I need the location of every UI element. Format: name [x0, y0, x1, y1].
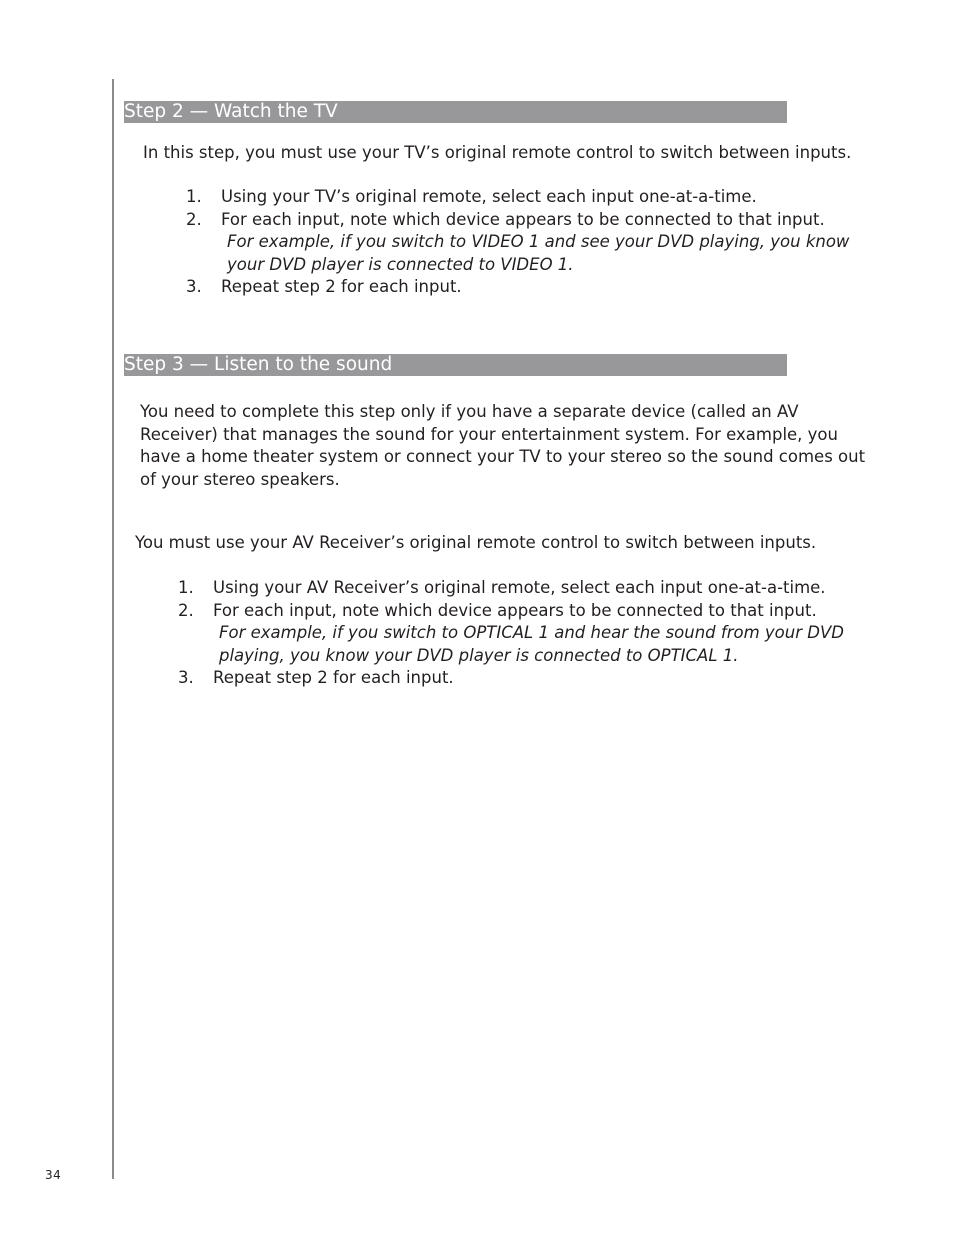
margin-rule	[112, 79, 114, 1179]
list-item	[186, 276, 866, 299]
list-item	[178, 600, 858, 668]
list-number: 3.	[186, 277, 202, 296]
list-number: 1.	[178, 578, 194, 597]
list-example-note: For example, if you switch to OPTICAL 1 and hear the sound from your DVD playing, you know your DVD player is connected to OPTICAL 1.	[219, 623, 844, 665]
list-text: Using your AV Receiver’s original remote, select each input one-at-a-time.	[213, 578, 826, 597]
list-number: 2.	[178, 600, 194, 620]
list-text: For each input, note which device appears to be connected to that input.	[213, 600, 817, 620]
step2-intro: In this step, you must use your TV’s original remote control to switch between inputs.	[143, 143, 852, 162]
list-item	[186, 209, 866, 277]
step3-intro: You need to complete this step only if you have a separate device (called an AV Receiver) that manages the sound for your entertainment system. For example, you have a home theater system or connect your TV to your stereo so the sound comes out of your stereo speakers.	[140, 402, 866, 489]
list-text: Repeat step 2 for each input.	[213, 668, 454, 687]
list-item	[178, 667, 858, 690]
list-example-note: For example, if you switch to VIDEO 1 and see your DVD playing, you know your DVD player is connected to VIDEO 1.	[227, 232, 850, 274]
list-item	[178, 577, 858, 600]
list-number: 2.	[186, 209, 202, 229]
list-number: 1.	[186, 187, 202, 206]
step3-instruction: You must use your AV Receiver’s original remote control to switch between inputs.	[135, 533, 817, 552]
list-text: Using your TV’s original remote, select each input one-at-a-time.	[221, 187, 757, 206]
list-item	[186, 186, 866, 209]
list-text: For each input, note which device appears to be connected to that input.	[221, 209, 825, 229]
page-number: 34	[45, 1168, 62, 1182]
step3-list	[178, 577, 858, 690]
list-text: Repeat step 2 for each input.	[221, 277, 462, 296]
step3-heading: Step 3 — Listen to the sound	[124, 354, 787, 376]
step2-list	[186, 186, 866, 299]
step2-heading: Step 2 — Watch the TV	[124, 101, 787, 123]
list-number: 3.	[178, 668, 194, 687]
